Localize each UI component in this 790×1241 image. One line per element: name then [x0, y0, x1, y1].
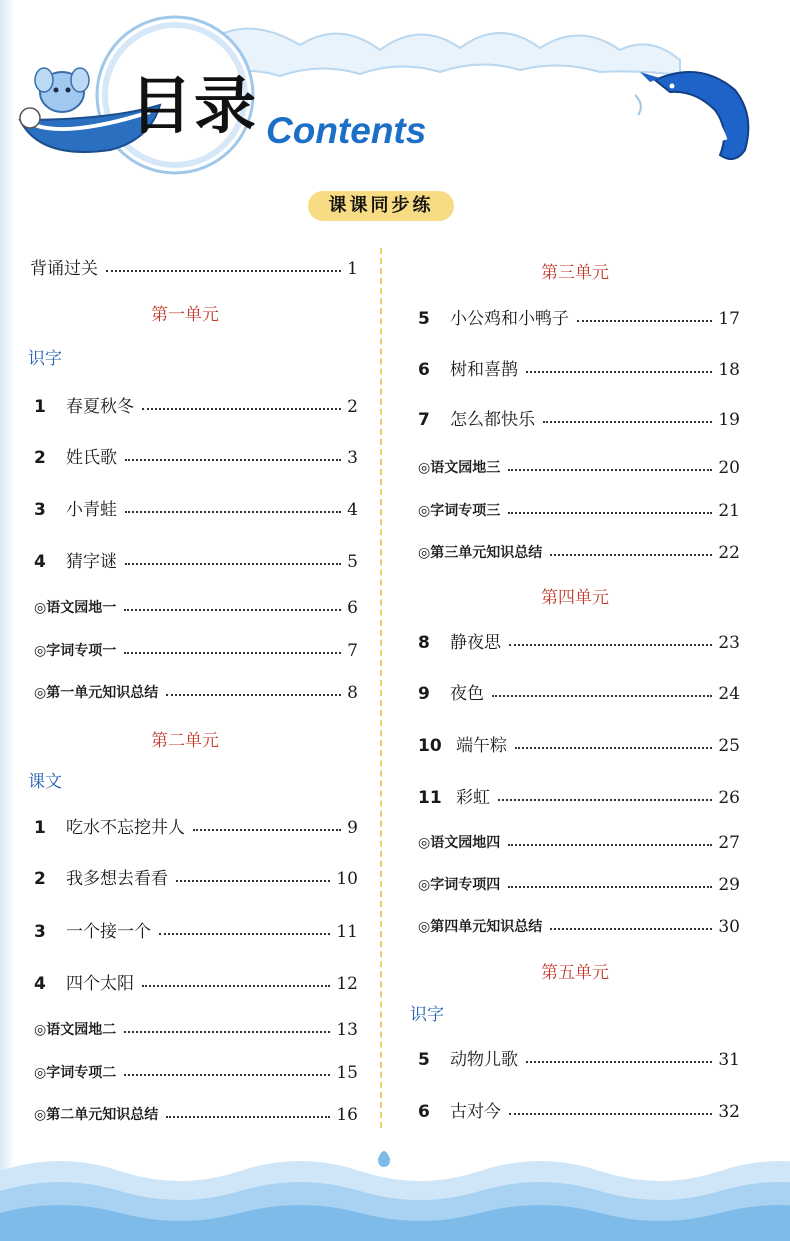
leader-dots	[526, 371, 712, 373]
toc-entry[interactable]	[418, 679, 740, 709]
unit-heading: 第二单元	[151, 731, 219, 751]
toc-entry-page: 15	[336, 1063, 358, 1083]
toc-entry[interactable]	[34, 813, 358, 843]
leader-dots	[125, 459, 341, 461]
toc-entry[interactable]	[34, 1100, 358, 1130]
toc-entry[interactable]	[418, 731, 740, 761]
toc-entry-page: 22	[718, 543, 740, 563]
leader-dots	[508, 469, 712, 471]
toc-entry[interactable]	[34, 1015, 358, 1045]
leader-dots	[176, 880, 330, 882]
toc-entry[interactable]	[30, 254, 358, 284]
toc-entry-number: 1	[34, 818, 46, 838]
toc-entry-number: 10	[418, 736, 442, 756]
toc-entry-number: 1	[34, 397, 46, 417]
leader-dots	[159, 933, 330, 935]
leader-dots	[124, 1031, 330, 1033]
toc-entry-number: 4	[34, 552, 46, 572]
toc-entry[interactable]	[418, 1097, 740, 1127]
leader-dots	[193, 829, 341, 831]
toc-entry-page: 8	[347, 683, 358, 703]
toc-entry[interactable]	[34, 917, 358, 947]
toc-entry-page: 24	[718, 684, 740, 704]
toc-entry-page: 23	[718, 633, 740, 653]
toc-entry[interactable]	[418, 870, 740, 900]
toc-entry-number: 5	[418, 1050, 430, 1070]
leader-dots	[550, 928, 712, 930]
toc-entry-number: 2	[34, 448, 46, 468]
toc-entry[interactable]	[34, 443, 358, 473]
toc-entry[interactable]	[418, 783, 740, 813]
toc-entry-title: ◎语文园地四	[418, 828, 504, 858]
toc-entry-title: 一个接一个	[66, 917, 155, 947]
leader-dots	[142, 985, 330, 987]
toc-entry[interactable]	[34, 636, 358, 666]
leader-dots	[166, 1116, 330, 1118]
toc-entry-page: 19	[718, 410, 740, 430]
toc-entry-page: 5	[347, 552, 358, 572]
toc-entry-page: 27	[718, 833, 740, 853]
leader-dots	[125, 563, 341, 565]
footer-waves	[0, 1131, 790, 1241]
toc-entry-number: 6	[418, 360, 430, 380]
toc-entry-title: 彩虹	[456, 783, 494, 813]
page-subtitle: Contents	[266, 110, 427, 151]
leader-dots	[509, 1113, 712, 1115]
toc-entry-title: ◎字词专项三	[418, 496, 504, 526]
toc-entry-number: 8	[418, 633, 430, 653]
toc-entry-page: 21	[718, 501, 740, 521]
toc-entry-number: 3	[34, 922, 46, 942]
toc-entry-page: 1	[347, 259, 358, 279]
toc-entry-page: 29	[718, 875, 740, 895]
toc-entry-number: 6	[418, 1102, 430, 1122]
toc-entry-title: 四个太阳	[66, 969, 138, 999]
header-decoration	[0, 0, 790, 200]
toc-entry-title: ◎第一单元知识总结	[34, 678, 162, 708]
toc-entry-page: 17	[718, 309, 740, 329]
toc-entry[interactable]	[418, 1045, 740, 1075]
leader-dots	[526, 1061, 712, 1063]
toc-entry-title: 我多想去看看	[66, 864, 172, 894]
toc-entry-title: 夜色	[450, 679, 488, 709]
toc-entry-page: 20	[718, 458, 740, 478]
toc-entry[interactable]	[418, 828, 740, 858]
leader-dots	[125, 511, 341, 513]
toc-entry-page: 32	[718, 1102, 740, 1122]
toc-entry-page: 12	[336, 974, 358, 994]
toc-entry[interactable]	[34, 678, 358, 708]
section-badge: 课课同步练	[308, 191, 454, 221]
leader-dots	[166, 694, 341, 696]
toc-entry-number: 4	[34, 974, 46, 994]
leader-dots	[509, 644, 712, 646]
toc-entry-title: ◎语文园地一	[34, 593, 120, 623]
toc-entry-title: ◎字词专项四	[418, 870, 504, 900]
leader-dots	[492, 695, 712, 697]
unit-heading: 第四单元	[541, 588, 609, 608]
toc-entry-title: 树和喜鹊	[450, 355, 522, 385]
unit-heading: 第三单元	[541, 263, 609, 283]
leader-dots	[508, 886, 712, 888]
toc-entry[interactable]	[34, 1058, 358, 1088]
unit-heading: 第一单元	[151, 305, 219, 325]
toc-entry[interactable]	[418, 355, 740, 385]
toc-entry-page: 13	[336, 1020, 358, 1040]
unit-heading: 第五单元	[541, 963, 609, 983]
toc-entry-page: 10	[336, 869, 358, 889]
toc-entry-page: 4	[347, 500, 358, 520]
toc-entry-title: ◎第四单元知识总结	[418, 912, 546, 942]
toc-entry-number: 3	[34, 500, 46, 520]
category-label: 识字	[28, 349, 62, 369]
toc-entry-title: 小青蛙	[66, 495, 121, 525]
leader-dots	[515, 747, 712, 749]
toc-entry-title: ◎第二单元知识总结	[34, 1100, 162, 1130]
toc-entry[interactable]	[34, 864, 358, 894]
toc-entry[interactable]	[34, 969, 358, 999]
toc-entry-page: 31	[718, 1050, 740, 1070]
toc-entry[interactable]	[34, 495, 358, 525]
toc-entry-page: 18	[718, 360, 740, 380]
toc-entry-title: 动物儿歌	[450, 1045, 522, 1075]
leader-dots	[124, 1074, 330, 1076]
leader-dots	[124, 652, 341, 654]
dolphin-icon	[635, 72, 748, 159]
toc-entry-title: 小公鸡和小鸭子	[450, 304, 573, 334]
page-title: 目录	[130, 69, 259, 142]
toc-entry-title: 怎么都快乐	[450, 405, 539, 435]
leader-dots	[508, 512, 712, 514]
toc-entry[interactable]	[418, 628, 740, 658]
leader-dots	[550, 554, 712, 556]
toc-entry-title: 古对今	[450, 1097, 505, 1127]
toc-entry-title: 静夜思	[450, 628, 505, 658]
toc-entry-title: ◎字词专项二	[34, 1058, 120, 1088]
toc-entry-title: ◎语文园地二	[34, 1015, 120, 1045]
toc-entry-title: 端午粽	[456, 731, 511, 761]
toc-entry-number: 9	[418, 684, 430, 704]
toc-entry[interactable]	[418, 304, 740, 334]
category-label: 识字	[410, 1005, 444, 1025]
toc-entry-number: 2	[34, 869, 46, 889]
leader-dots	[577, 320, 712, 322]
toc-entry-page: 11	[336, 922, 358, 942]
toc-entry-title: 姓氏歌	[66, 443, 121, 473]
leader-dots	[498, 799, 712, 801]
toc-entry[interactable]	[418, 496, 740, 526]
leader-dots	[106, 270, 341, 272]
toc-entry-title: ◎第三单元知识总结	[418, 538, 546, 568]
column-divider	[380, 248, 382, 1128]
leader-dots	[142, 408, 341, 410]
leader-dots	[543, 421, 712, 423]
toc-entry[interactable]	[418, 912, 740, 942]
toc-entry-title: 春夏秋冬	[66, 392, 138, 422]
toc-entry[interactable]	[418, 405, 740, 435]
toc-entry-title: ◎字词专项一	[34, 636, 120, 666]
toc-entry[interactable]	[34, 593, 358, 623]
toc-entry[interactable]	[418, 538, 740, 568]
toc-entry-title: 猜字谜	[66, 547, 121, 577]
toc-entry-page: 9	[347, 818, 358, 838]
toc-entry-title: 背诵过关	[30, 254, 102, 284]
toc-entry-title: 吃水不忘挖井人	[66, 813, 189, 843]
toc-entry-page: 2	[347, 397, 358, 417]
toc-entry-number: 5	[418, 309, 430, 329]
category-label: 课文	[28, 772, 62, 792]
leader-dots	[508, 844, 712, 846]
toc-entry-page: 6	[347, 598, 358, 618]
toc-entry-page: 26	[718, 788, 740, 808]
toc-entry[interactable]	[34, 392, 358, 422]
leader-dots	[124, 609, 341, 611]
toc-entry[interactable]	[418, 453, 740, 483]
toc-entry[interactable]	[34, 547, 358, 577]
toc-entry-page: 16	[336, 1105, 358, 1125]
toc-entry-page: 3	[347, 448, 358, 468]
toc-entry-page: 7	[347, 641, 358, 661]
toc-entry-page: 25	[718, 736, 740, 756]
toc-entry-number: 11	[418, 788, 442, 808]
toc-entry-title: ◎语文园地三	[418, 453, 504, 483]
toc-entry-page: 30	[718, 917, 740, 937]
toc-entry-number: 7	[418, 410, 430, 430]
